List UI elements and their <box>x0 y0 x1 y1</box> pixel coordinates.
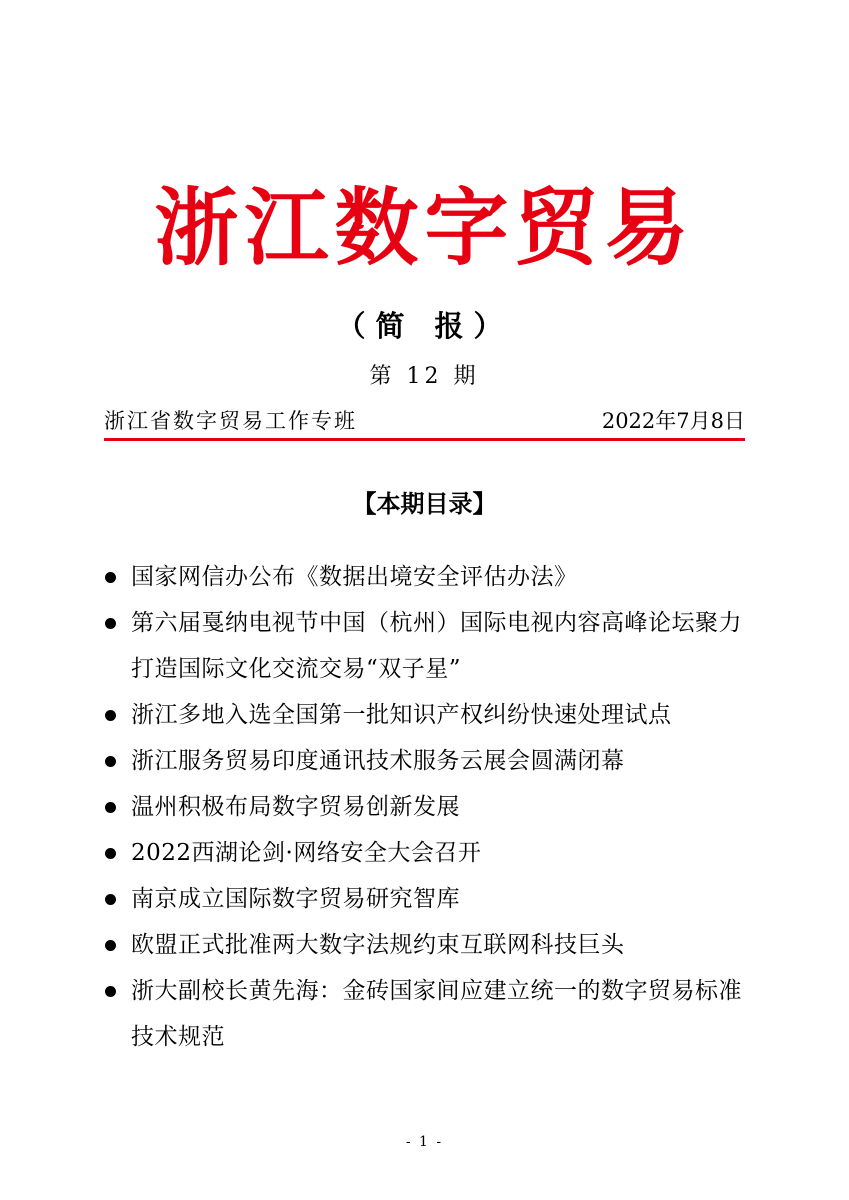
bullet-dot-icon <box>105 756 116 767</box>
toc-item <box>104 784 754 830</box>
page-number: - 1 - <box>405 1134 444 1150</box>
bullet-dot-icon <box>105 848 116 859</box>
toc-item-text: 浙江服务贸易印度通讯技术服务云展会圆满闭幕 <box>131 748 625 774</box>
publisher-row <box>104 406 745 438</box>
toc-item <box>104 692 754 738</box>
toc-item-text: 第六届戛纳电视节中国（杭州）国际电视内容高峰论坛聚力打造国际文化交流交易“双子星” <box>131 610 742 682</box>
toc-item <box>104 876 754 922</box>
toc-item-text: 2022西湖论剑·网络安全大会召开 <box>131 840 482 866</box>
toc-item <box>104 600 754 692</box>
publish-date: 2022年7月8日 <box>601 409 745 433</box>
bullet-dot-icon <box>105 894 116 905</box>
bullet-dot-icon <box>105 986 116 997</box>
red-divider <box>104 438 745 441</box>
toc-item <box>104 738 754 784</box>
report-subtitle: （简 报） <box>336 309 513 343</box>
toc-item-text: 南京成立国际数字贸易研究智库 <box>131 886 460 912</box>
toc-item <box>104 968 754 1060</box>
toc-item-text: 欧盟正式批准两大数字法规约束互联网科技巨头 <box>131 932 625 958</box>
toc-item-text: 国家网信办公布《数据出境安全评估办法》 <box>131 564 578 590</box>
toc-item <box>104 554 754 600</box>
bullet-dot-icon <box>105 802 116 813</box>
toc-heading: 【本期目录】 <box>352 490 497 518</box>
toc-item <box>104 830 754 876</box>
bullet-dot-icon <box>105 618 116 629</box>
publisher-name: 浙江省数字贸易工作专班 <box>104 409 357 433</box>
toc-item-text: 浙江多地入选全国第一批知识产权纠纷快速处理试点 <box>131 702 672 728</box>
toc-list <box>104 554 754 1060</box>
toc-item-text: 浙大副校长黄先海：金砖国家间应建立统一的数字贸易标准技术规范 <box>131 978 742 1050</box>
toc-item-text: 温州积极布局数字贸易创新发展 <box>131 794 460 820</box>
bullet-dot-icon <box>105 710 116 721</box>
toc-item <box>104 922 754 968</box>
bullet-dot-icon <box>105 572 116 583</box>
masthead-title: 浙江数字贸易 <box>154 178 695 277</box>
bullet-dot-icon <box>105 940 116 951</box>
issue-number: 第 12 期 <box>369 364 480 389</box>
